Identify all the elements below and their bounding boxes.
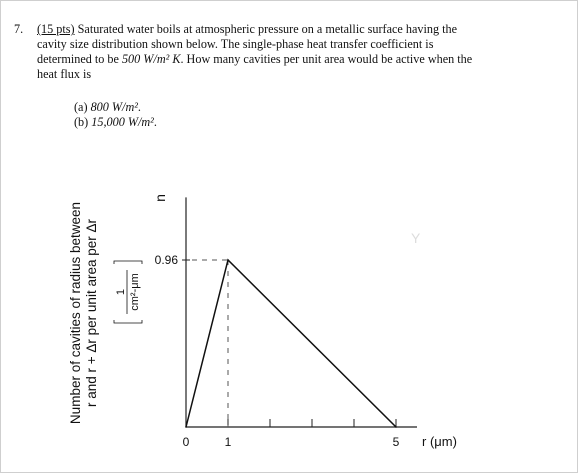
problem-line-2: cavity size distribution shown below. The single-phase heat transfer coefficient is [37,37,434,51]
problem-line-1: Saturated water boils at atmospheric pressure on a metallic surface having the [74,22,457,36]
y-axis-label-line-1: Number of cavities of radius between [68,201,83,425]
y-tick-label: 0.96 [154,253,178,267]
y-axis-units [114,261,142,323]
problem-number: 7. [14,22,24,36]
option-a-end: . [137,100,141,114]
x-axis-label: r (μm) [422,434,457,449]
y-units-bracket-left [114,320,142,323]
problem-line-3-post: . How many cavities per unit area would be active when the [180,52,473,66]
problem-line-4: heat flux is [37,67,92,81]
x-tick-label: 0 [182,435,190,449]
option-b-letter: (b) [74,115,89,129]
problem-line-3-pre: determined to be [37,52,122,66]
problem-points: (15 pts) [37,22,75,36]
faint-paper-mark: Y [411,230,421,246]
data-point [227,259,229,261]
x-tick-label: 5 [392,435,400,449]
x-tick-label: 1 [224,435,232,449]
y-axis-label-line-2: r and r + Δr per unit area per Δr [84,219,99,407]
option-b-end: . [153,115,157,129]
y-units-bracket-right [114,261,142,264]
option-b-value: 15,000 W/m² [91,115,154,129]
heat-transfer-coefficient: 500 W/m² K [121,52,181,66]
y-axis-symbol: n [152,194,168,202]
y-units-denominator: cm²-μm [129,273,141,311]
option-a-letter: (a) [74,100,88,114]
data-point [395,426,397,428]
option-a-value: 800 W/m² [90,100,138,114]
data-point [185,426,187,428]
plot-area [155,197,417,449]
y-units-numerator: 1 [115,288,127,296]
series-line [186,260,396,427]
